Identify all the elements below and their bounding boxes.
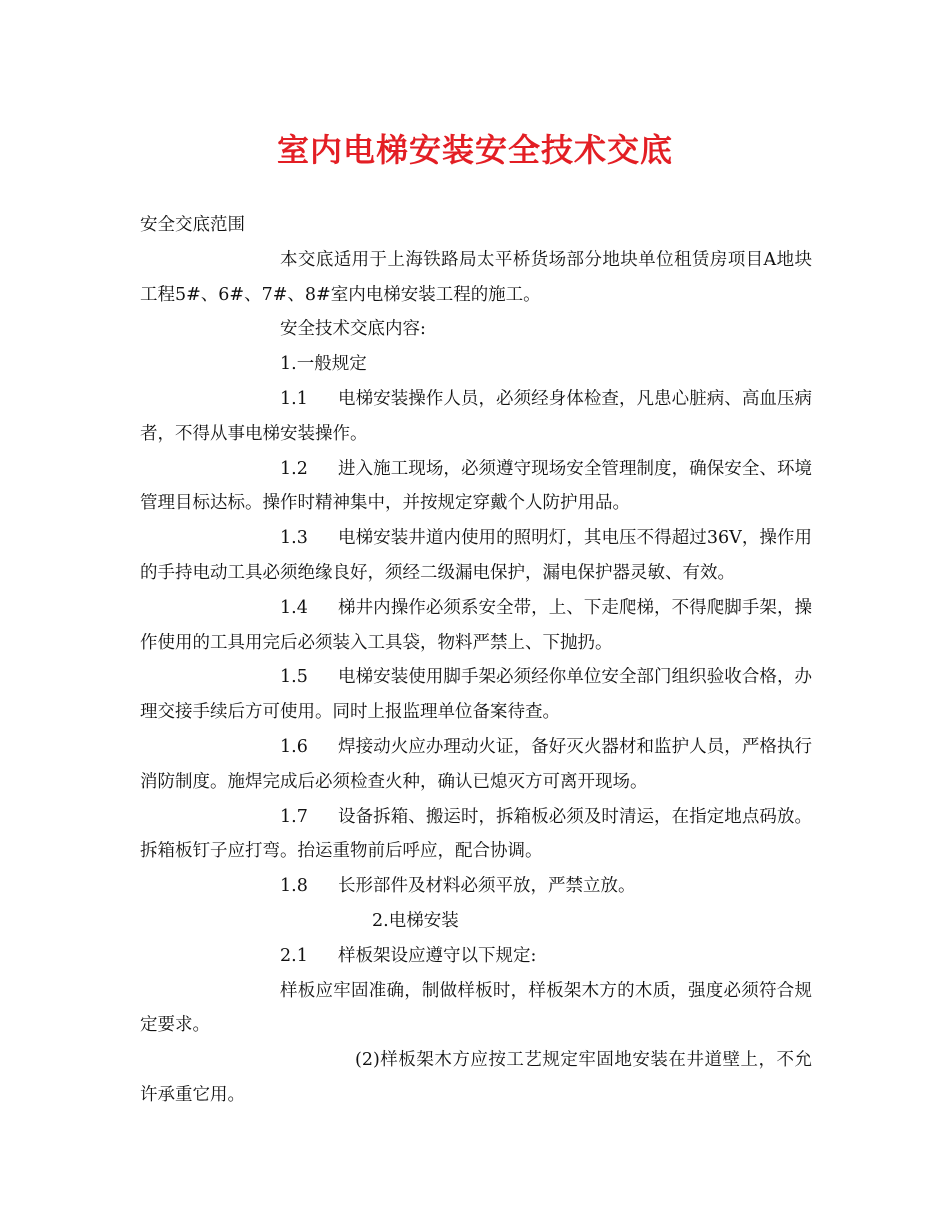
content-heading: 安全技术交底内容: [280,319,426,340]
item-number: 1.3 [280,528,308,549]
list-item-1-2 [140,452,812,522]
list-item-1-7 [140,800,812,870]
item-number: 1.6 [280,736,308,757]
scope-paragraph: 本交底适用于上海铁路局太平桥货场部分地块单位租赁房项目A地块工程5#、6#、7#、8#室内电梯安装工程的施工。 [140,249,812,305]
item-number: 1.5 [280,667,308,688]
item-text: 设备拆箱、搬运时，拆箱板必须及时清运，在指定地点码放。拆箱板钉子应打弯。抬运重物前后呼应，配合协调。 [140,806,812,862]
item-text: 梯井内操作必须系安全带，上、下走爬梯，不得爬脚手架，操作使用的工具用完后必须装入工具袋，物料严禁上、下抛扔。 [140,597,812,653]
list-item-1-4 [140,591,812,661]
list-item-2-1 [140,939,812,974]
item-number: 1.8 [280,876,308,897]
list-item-1-1 [140,382,812,452]
item-text: 样板架设应遵守以下规定: [338,945,537,966]
item-text: 长形部件及材料必须平放，严禁立放。 [338,876,636,897]
list-item-1-8 [140,869,812,904]
section-1-title: 1.一般规定 [280,354,367,375]
item-number: 1.4 [280,597,308,618]
document-title: 室内电梯安装安全技术交底 [276,131,673,169]
section-heading-scope: 安全交底范围 [140,215,245,235]
list-item-1-3 [140,521,812,591]
section-2-title: 2.电梯安装 [372,910,459,931]
item-text: 进入施工现场，必须遵守现场安全管理制度，确保安全、环境管理目标达标。操作时精神集中，并按规定穿戴个人防护用品。 [140,458,812,514]
item-text: 电梯安装操作人员，必须经身体检查，凡患心脏病、高血压病者，不得从事电梯安装操作。 [140,388,812,444]
item-number: 2.1 [280,945,308,966]
item-text: 电梯安装井道内使用的照明灯，其电压不得超过36V，操作用的手持电动工具必须绝缘良好，须经二级漏电保护，漏电保护器灵敏、有效。 [140,528,812,583]
item-number: 1.1 [280,388,308,409]
item-number: 1.2 [280,458,308,479]
sub-item-2: (2)样板架木方应按工艺规定牢固地安装在井道壁上，不允许承重它用。 [140,1050,812,1105]
sub-item-1: 样板应牢固准确，制做样板时，样板架木方的木质，强度必须符合规定要求。 [140,980,812,1036]
item-text: 电梯安装使用脚手架必须经你单位安全部门组织验收合格，办理交接手续后方可使用。同时上报监理单位备案待查。 [140,667,812,723]
list-item-1-6 [140,730,812,800]
list-item-1-5 [140,660,812,730]
document-body [140,208,812,1113]
item-number: 1.7 [280,806,308,827]
item-text: 焊接动火应办理动火证，备好灭火器材和监护人员，严格执行消防制度。施焊完成后必须检查火种，确认已熄灭方可离开现场。 [140,736,812,792]
